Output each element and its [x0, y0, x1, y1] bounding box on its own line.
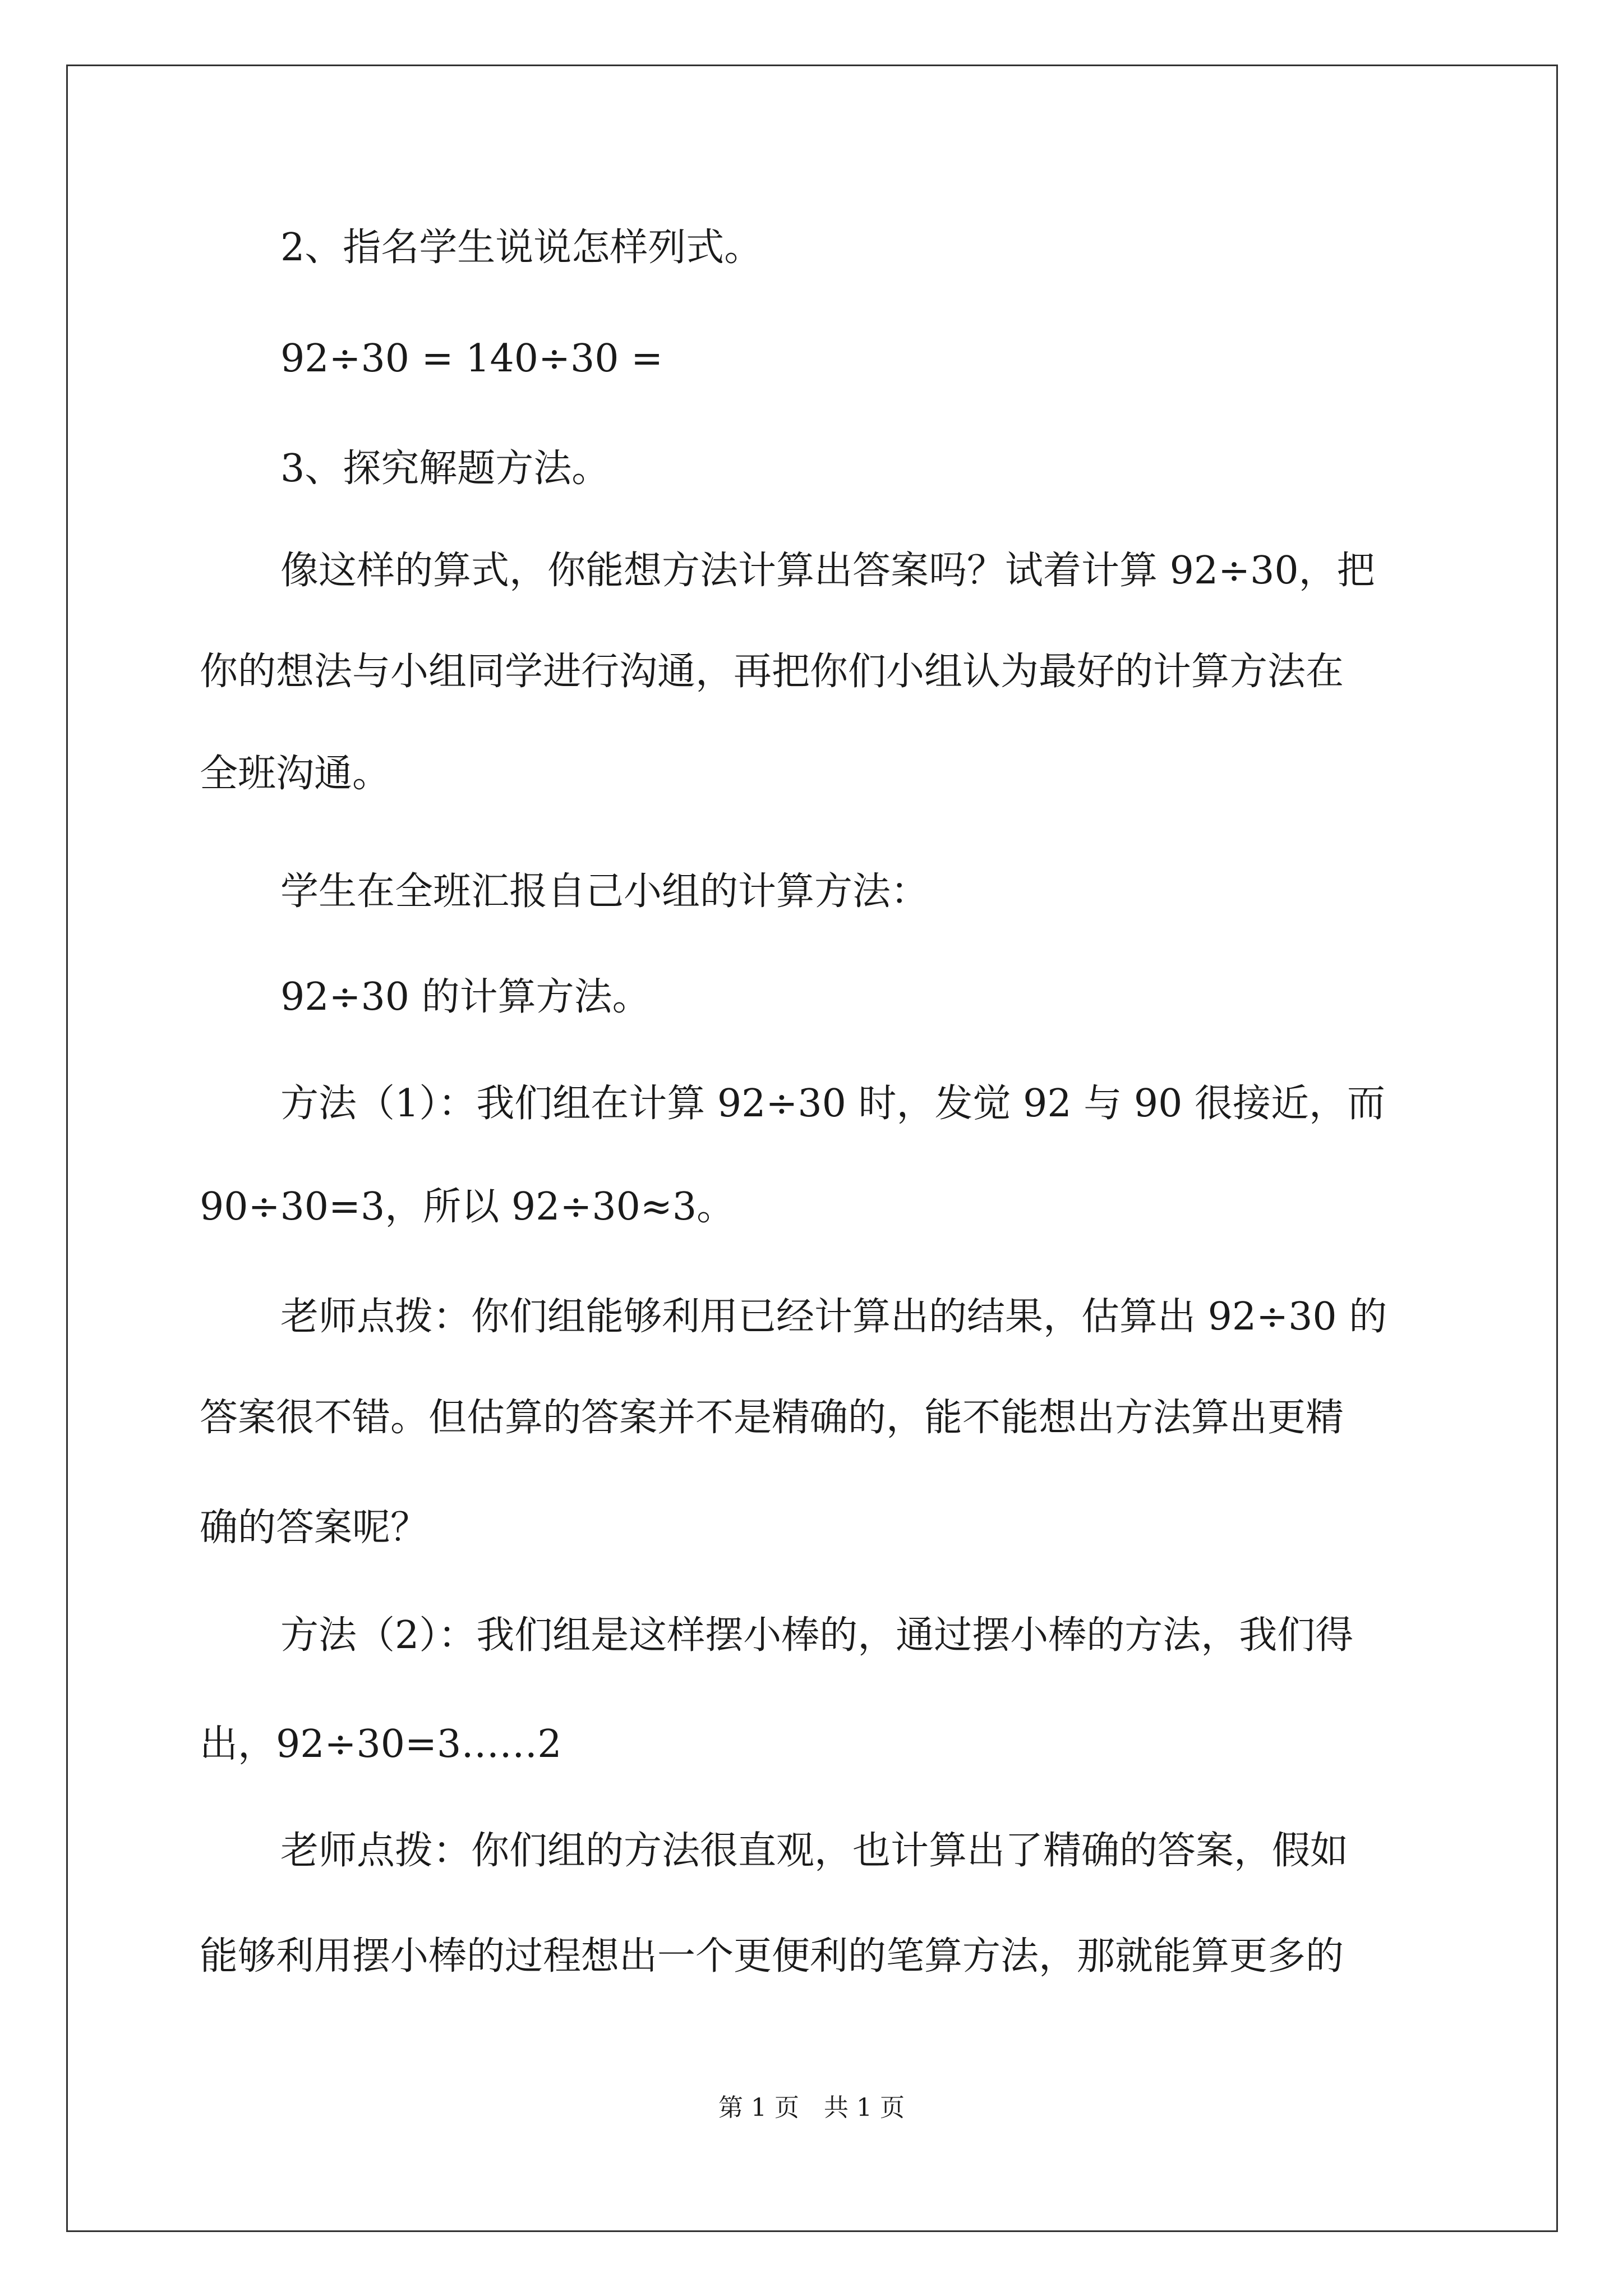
- paragraph-line: 学生在全班汇报自己小组的计算方法：: [280, 869, 929, 914]
- paragraph-line: 92÷30 的计算方法。: [280, 975, 651, 1019]
- paragraph-line: 全班沟通。: [200, 752, 391, 796]
- paragraph-line: 90÷30=3，所以 92÷30≈3。: [200, 1185, 735, 1229]
- page-border: [66, 65, 1558, 2232]
- paragraph-line: 2、指名学生说说怎样列式。: [280, 226, 763, 270]
- paragraph-line: 方法（1）：我们组在计算 92÷30 时，发觉 92 与 90 很接近，而: [280, 1082, 1386, 1126]
- paragraph-line: 老师点拨：你们组能够利用已经计算出的结果，估算出 92÷30 的: [280, 1295, 1387, 1339]
- paragraph-line: 方法（2）：我们组是这样摆小棒的，通过摆小棒的方法，我们得: [280, 1613, 1354, 1658]
- page-footer: 第 1 页 共 1 页: [718, 2093, 905, 2122]
- paragraph-line: 3、探究解题方法。: [280, 447, 610, 491]
- paragraph-line: 你的想法与小组同学进行沟通，再把你们小组认为最好的计算方法在: [200, 650, 1344, 694]
- paragraph-line: 老师点拨：你们组的方法很直观，也计算出了精确的答案，假如: [280, 1829, 1349, 1873]
- paragraph-line: 确的答案呢？: [200, 1506, 429, 1550]
- paragraph-line: 像这样的算式，你能想方法计算出答案吗？试着计算 92÷30，把: [280, 549, 1375, 593]
- paragraph-line: 能够利用摆小棒的过程想出一个更便利的笔算方法，那就能算更多的: [200, 1934, 1344, 1978]
- paragraph-line: 出，92÷30=3……2: [200, 1722, 562, 1766]
- paragraph-line: 答案很不错。但估算的答案并不是精确的，能不能想出方法算出更精: [200, 1396, 1344, 1440]
- paragraph-line: 92÷30 = 140÷30 =: [280, 337, 663, 381]
